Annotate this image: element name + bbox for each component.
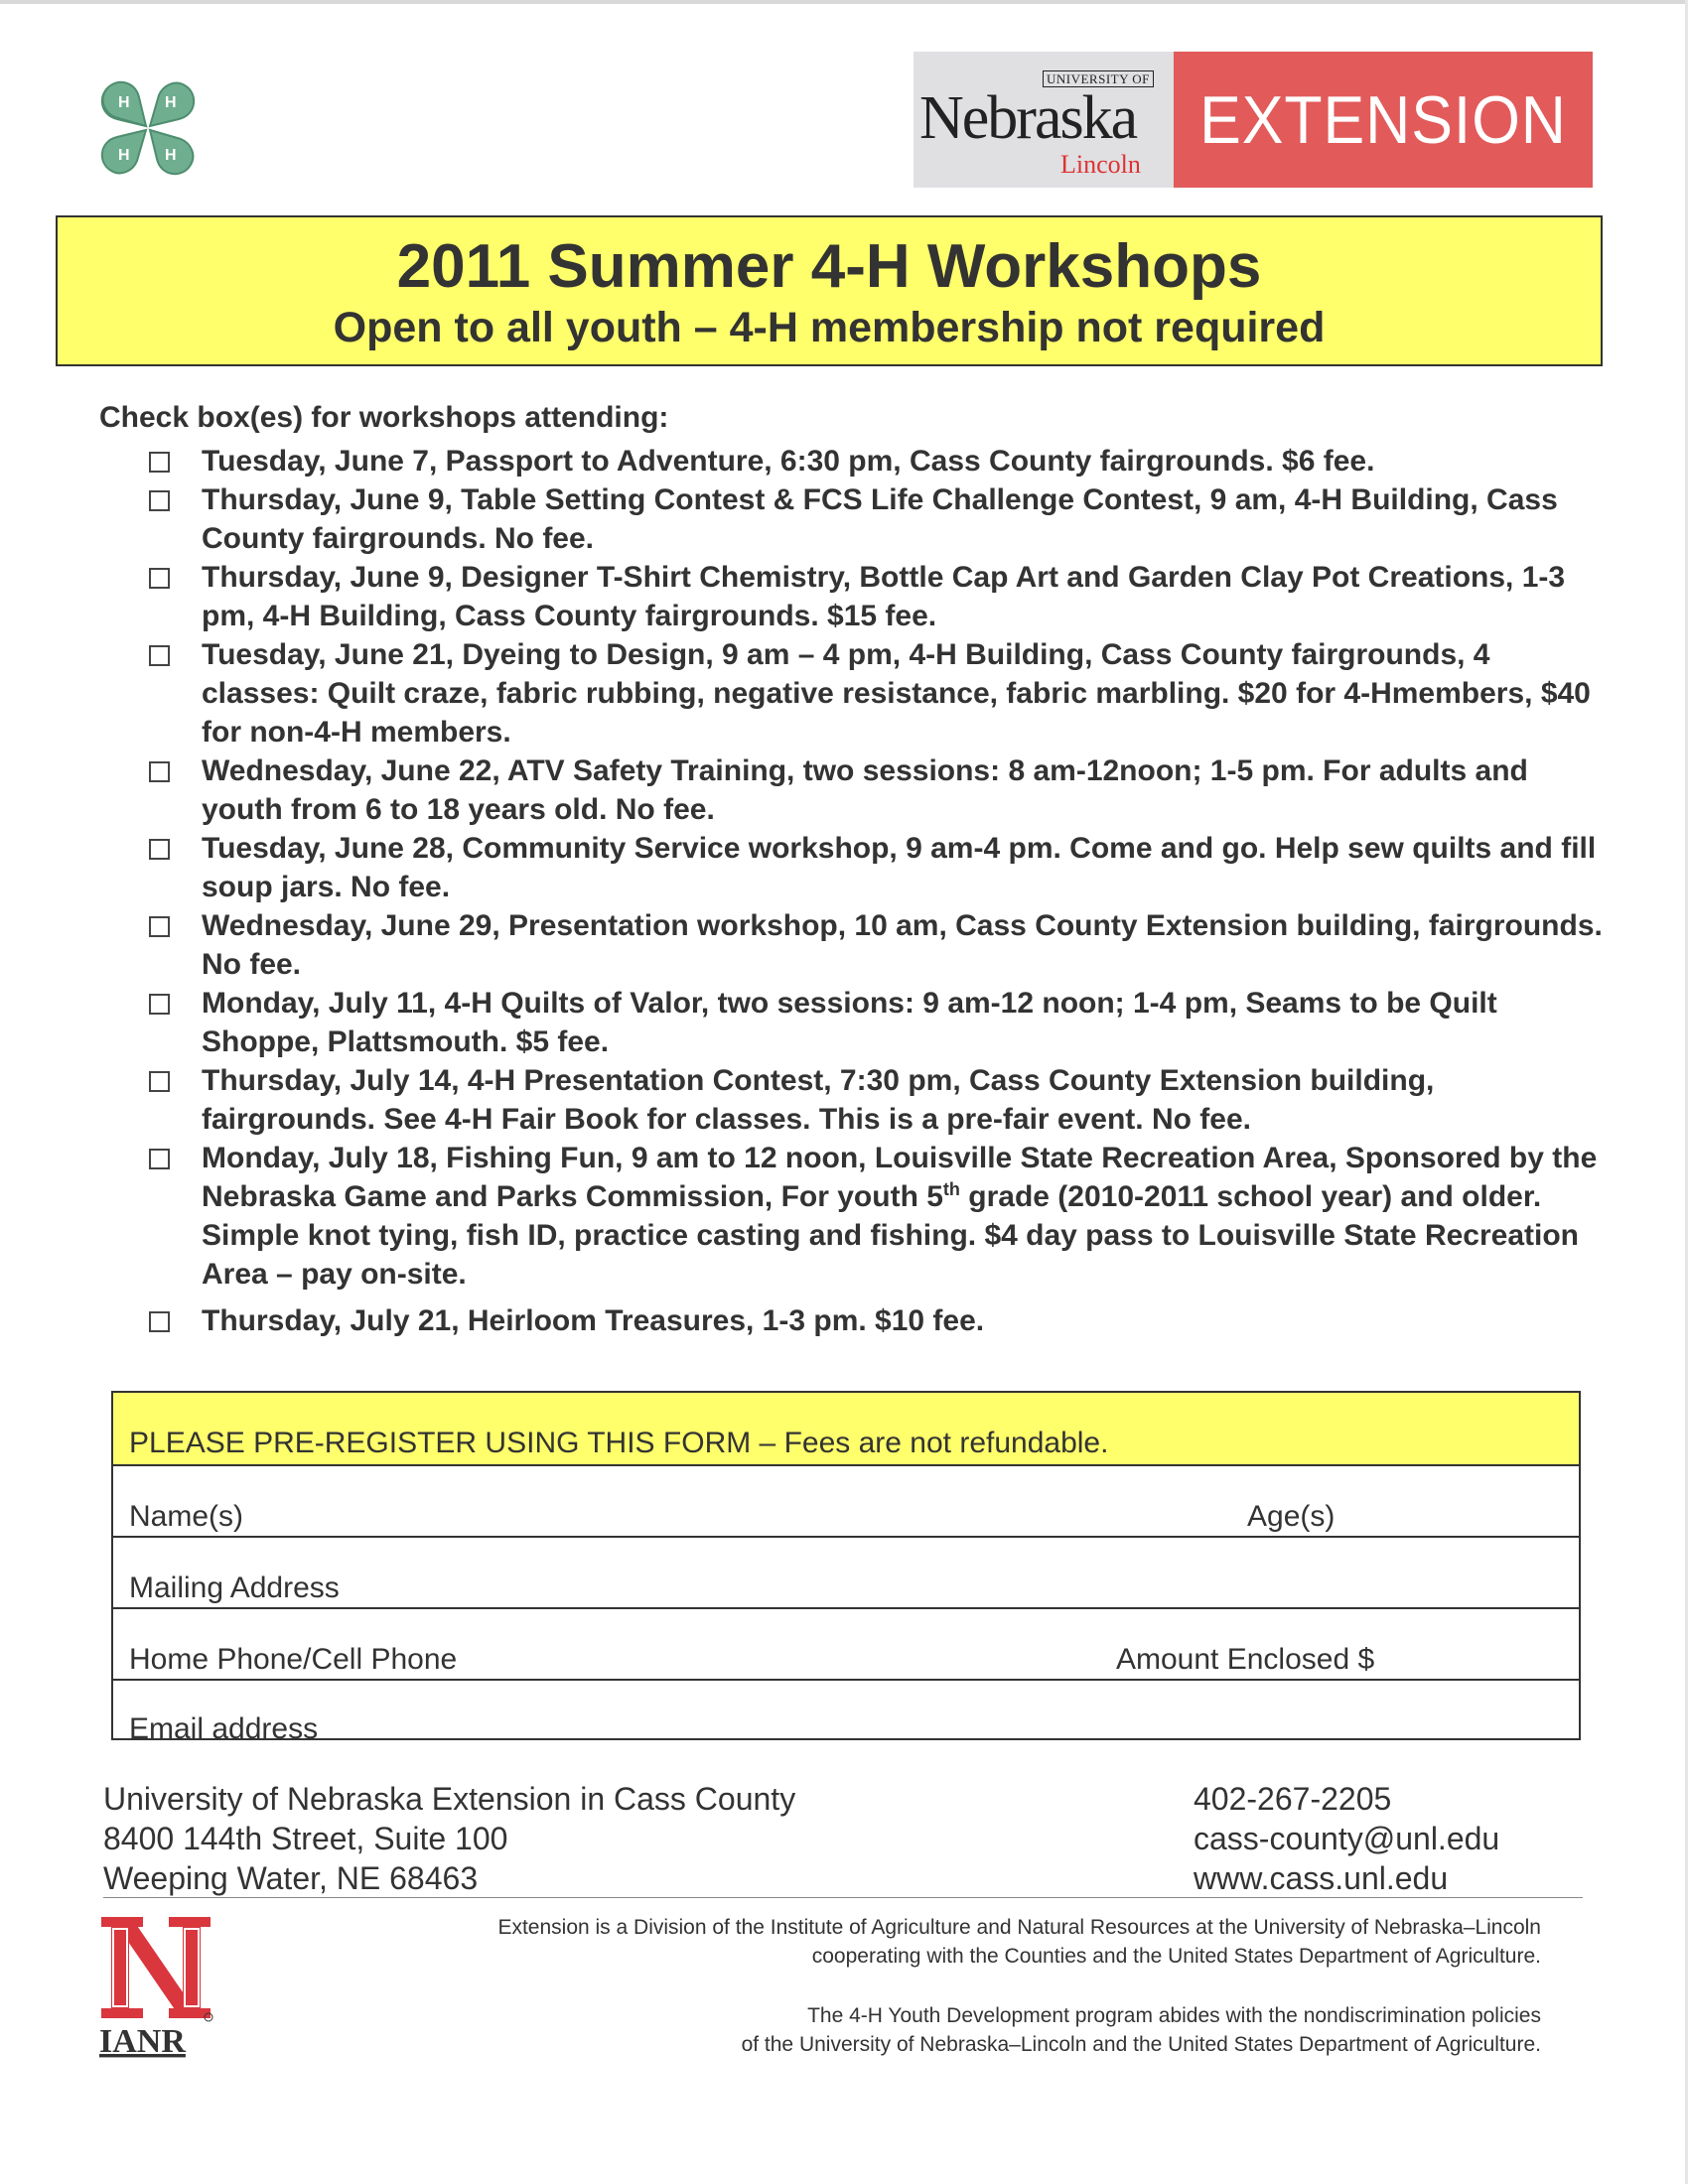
names-row[interactable] <box>113 1466 1579 1538</box>
workshop-text: Thursday, July 21, Heirloom Treasures, 1-3 pm. $10 fee. <box>202 1304 985 1337</box>
workshop-checkbox[interactable] <box>149 490 170 511</box>
workshop-item <box>149 906 1609 984</box>
ianr-logo <box>97 1913 216 2062</box>
ianr-label: IANR <box>99 2023 186 2060</box>
workshop-text: Thursday, June 9, Table Setting Contest & FCS Life Challenge Contest, 9 am, 4-H Building, Cass County fairgrounds. No fee. <box>202 483 1558 555</box>
registration-form <box>111 1391 1581 1745</box>
page-title: 2011 Summer 4-H Workshops <box>396 232 1262 301</box>
ages-label: Age(s) <box>1247 1500 1336 1533</box>
workshop-checkbox[interactable] <box>149 761 170 782</box>
contact-website[interactable]: www.cass.unl.edu <box>1194 1860 1449 1896</box>
fishing-text-start: Monday, July 18, Fishing Fun, 9 am to 12 noon, Louisville State Recreation Area, Sponsored by the Nebraska Game and Parks Commission, For youth 5 <box>202 1142 1598 1213</box>
workshop-item <box>149 1301 1609 1340</box>
phone-label: Home Phone/Cell Phone <box>129 1643 458 1676</box>
city-state-zip: Weeping Water, NE 68463 <box>103 1860 479 1896</box>
footer-line: Extension is a Division of the Institute of Agriculture and Natural Resources at the University of Nebraska–Lincoln <box>497 1916 1541 1939</box>
workshop-checkbox[interactable] <box>149 1149 170 1169</box>
address-label: Mailing Address <box>129 1571 340 1604</box>
workshop-checkbox[interactable] <box>149 839 170 860</box>
phone-row[interactable] <box>113 1609 1579 1681</box>
page-subtitle: Open to all youth – 4-H membership not required <box>333 304 1326 351</box>
lincoln-wordmark: Lincoln <box>1060 150 1141 179</box>
amount-label: Amount Enclosed $ <box>1116 1643 1375 1676</box>
workshop-checkbox[interactable] <box>149 568 170 589</box>
footer-extension-notice <box>230 1913 1541 1971</box>
email-row[interactable] <box>113 1681 1579 1748</box>
title-banner <box>56 215 1603 366</box>
workshop-text: Wednesday, June 22, ATV Safety Training, two sessions: 8 am-12noon; 1-5 pm. For adults and youth from 6 to 18 years old. No fee. <box>202 754 1528 826</box>
org-name: University of Nebraska Extension in Cass County <box>103 1781 796 1817</box>
workshop-item <box>149 751 1609 829</box>
workshop-item <box>149 1061 1609 1139</box>
workshop-checkbox[interactable] <box>149 994 170 1015</box>
svg-text:H: H <box>118 147 130 164</box>
names-label: Name(s) <box>129 1500 244 1533</box>
nebraska-wordmark: Nebraska <box>919 84 1137 152</box>
workshop-checkbox[interactable] <box>149 645 170 666</box>
workshop-item <box>149 635 1609 751</box>
workshop-text: Thursday, June 9, Designer T-Shirt Chemistry, Bottle Cap Art and Garden Clay Pot Creations, 1-3 pm, 4-H Building, Cass County fairgrounds. $15 fee. <box>202 561 1566 632</box>
workshop-list <box>149 442 1609 1340</box>
four-h-clover-icon <box>87 68 209 189</box>
workshop-text: Tuesday, June 28, Community Service workshop, 9 am-4 pm. Come and go. Help sew quilts and fill soup jars. No fee. <box>202 832 1597 903</box>
contact-phone: 402-267-2205 <box>1194 1781 1392 1817</box>
workshop-item <box>149 984 1609 1061</box>
address-row[interactable] <box>113 1538 1579 1609</box>
workshop-item <box>149 829 1609 906</box>
workshop-item <box>149 558 1609 635</box>
email-label: Email address <box>129 1712 319 1745</box>
street-address: 8400 144th Street, Suite 100 <box>103 1821 508 1856</box>
svg-text:H: H <box>165 147 177 164</box>
contact-details <box>1194 1779 1499 1898</box>
workshop-item <box>149 442 1609 480</box>
footer-line: The 4-H Youth Development program abides with the nondiscrimination policies <box>807 2004 1541 2027</box>
contact-address <box>103 1779 795 1898</box>
divider <box>103 1897 1583 1898</box>
workshop-checkbox[interactable] <box>149 916 170 937</box>
form-header <box>113 1393 1579 1466</box>
contact-email[interactable]: cass-county@unl.edu <box>1194 1821 1500 1856</box>
unl-wordmark <box>914 52 1174 188</box>
workshop-checkbox[interactable] <box>149 1071 170 1092</box>
form-header-text: PLEASE PRE-REGISTER USING THIS FORM – Fees are not refundable. <box>129 1427 1109 1459</box>
workshop-checkbox[interactable] <box>149 1311 170 1332</box>
unl-extension-logo <box>914 52 1593 188</box>
workshop-text <box>202 1139 1609 1294</box>
extension-banner <box>1174 52 1593 188</box>
workshop-text: Monday, July 11, 4-H Quilts of Valor, two sessions: 9 am-12 noon; 1-4 pm, Seams to be Quilt Shoppe, Plattsmouth. $5 fee. <box>202 987 1497 1058</box>
footer-line: of the University of Nebraska–Lincoln and the United States Department of Agriculture. <box>741 2033 1541 2056</box>
workshop-text: Wednesday, June 29, Presentation workshop, 10 am, Cass County Extension building, fairgrounds. No fee. <box>202 909 1603 981</box>
workshop-text: Tuesday, June 21, Dyeing to Design, 9 am – 4 pm, 4-H Building, Cass County fairgrounds, 4 classes: Quilt craze, fabric rubbing, negative resistance, fabric marbling. $20 for 4-Hmembers, $40 for non-4-H members. <box>202 638 1591 749</box>
workshop-item <box>149 1139 1609 1294</box>
ordinal-suffix: th <box>942 1179 960 1199</box>
fishing-text-end: grade (2010-2011 school year) and older. Simple knot tying, fish ID, practice casting and fishing. $4 day pass to Louisville State Recreation Area – pay on-site. <box>202 1180 1580 1291</box>
extension-label: EXTENSION <box>1199 81 1567 158</box>
footer-line: cooperating with the Counties and the United States Department of Agriculture. <box>811 1945 1541 1968</box>
workshop-item <box>149 480 1609 558</box>
checkbox-instructions: Check box(es) for workshops attending: <box>99 401 669 434</box>
footer-nondiscrimination <box>230 2001 1541 2059</box>
svg-text:H: H <box>118 94 130 111</box>
univ-of-label: UNIVERSITY OF <box>1043 71 1154 87</box>
workshop-text: Tuesday, June 7, Passport to Adventure, 6:30 pm, Cass County fairgrounds. $6 fee. <box>202 445 1375 478</box>
svg-text:H: H <box>165 94 177 111</box>
workshop-text: Thursday, July 14, 4-H Presentation Contest, 7:30 pm, Cass County Extension building, fairgrounds. See 4-H Fair Book for classes. This is a pre-fair event. No fee. <box>202 1064 1435 1136</box>
workshop-checkbox[interactable] <box>149 452 170 473</box>
page-edge-top <box>0 0 1688 4</box>
